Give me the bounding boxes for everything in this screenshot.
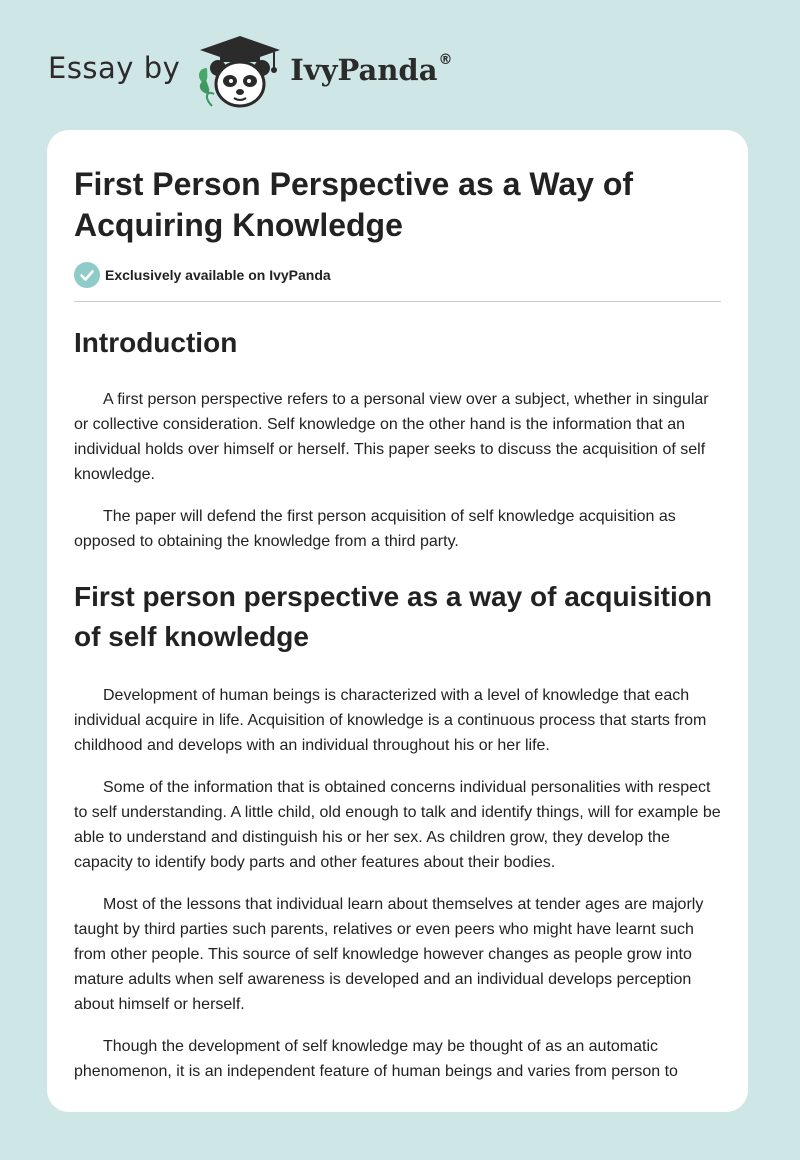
exclusive-badge-label: Exclusively available on IvyPanda — [105, 267, 331, 283]
brand-name: IvyPanda — [290, 53, 438, 87]
article-title: First Person Perspective as a Way of Acquiring Knowledge — [74, 166, 634, 243]
exclusive-badge — [74, 262, 721, 288]
section-heading-introduction: Introduction — [74, 327, 238, 358]
panda-logo-icon — [194, 34, 286, 110]
paragraph: Some of the information that is obtained concerns individual personalities with respect to self understanding. A little child, old enough to talk and identify things, will for example be able to understand and distinguish his or her sex. As children grow, they develop the capacity to identify body parts and other features about their bodies. — [74, 779, 721, 871]
paragraph: Most of the lessons that individual learn about themselves at tender ages are majorly taught by third parties such parents, relatives or even peers who might have learnt such from other people. This source of self knowledge however changes as people grow into mature adults when self awareness is developed and an individual develops perception about himself or herself. — [74, 896, 704, 1013]
paragraph: Development of human beings is characterized with a level of knowledge that each individual acquire in life. Acquisition of knowledge is a continuous process that starts from childhood and develops with an individual throughout his or her life. — [74, 687, 707, 754]
check-circle-icon — [74, 262, 100, 288]
site-brand[interactable] — [48, 34, 453, 110]
registered-mark: ® — [438, 52, 453, 68]
paragraph: The paper will defend the first person acquisition of self knowledge acquisition as opposed to obtaining the knowledge from a third party. — [74, 508, 676, 550]
paragraph: Though the development of self knowledge may be thought of as an automatic phenomenon, it is an independent feature of human beings and varies from person to — [74, 1038, 678, 1080]
article-card — [47, 130, 748, 1112]
brand-prefix: Essay by — [48, 51, 181, 85]
paragraph: A first person perspective refers to a personal view over a subject, whether in singular or collective consideration. Self knowledge on the other hand is the information that an individual holds over himself or herself. This paper seeks to discuss the acquisition of self knowledge. — [74, 391, 709, 483]
section-heading-first-person: First person perspective as a way of acquisition of self knowledge — [74, 581, 712, 652]
title-divider — [74, 301, 721, 302]
